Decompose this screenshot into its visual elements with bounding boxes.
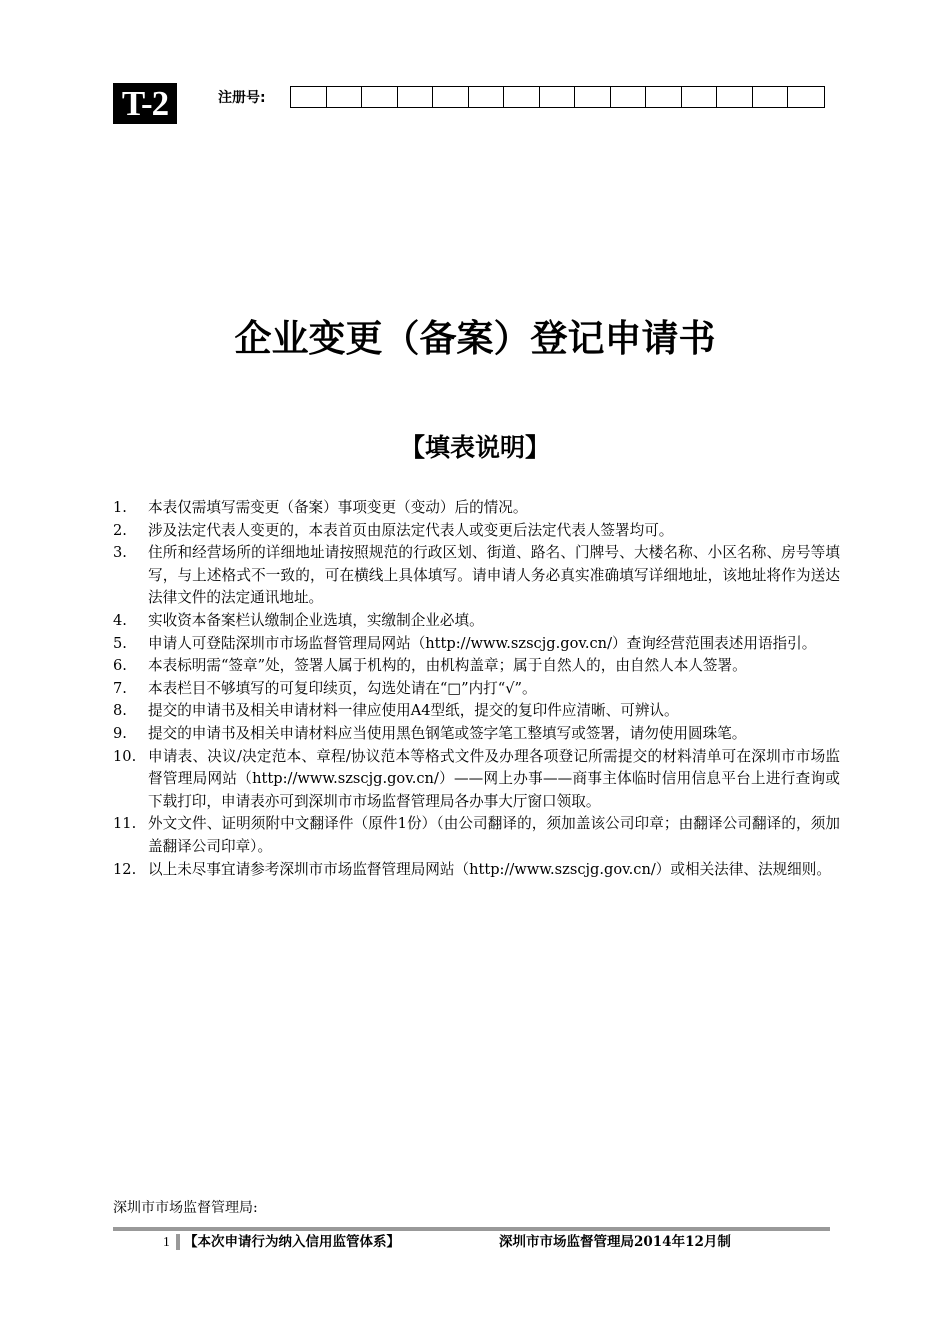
registration-digit-box[interactable] [540,87,576,107]
instruction-number: 5. [113,634,127,652]
instruction-text: 本表仅需填写需变更（备案）事项变更（变动）后的情况。 [148,499,528,516]
footer-credit-note: 【本次申请行为纳入信用监管体系】 [184,1234,400,1250]
instruction-item [113,723,840,746]
instruction-item [113,610,840,633]
registration-digit-box[interactable] [753,87,789,107]
instruction-text: 外文文件、证明须附中文翻译件（原件1份）（由公司翻译的，须加盖该公司印章；由翻译公司翻译的，须加盖翻译公司印章）。 [148,815,840,855]
instruction-text: 涉及法定代表人变更的，本表首页由原法定代表人或变更后法定代表人签署均可。 [148,521,674,539]
registration-digit-box[interactable] [398,87,434,107]
registration-digit-box[interactable] [469,87,505,107]
instruction-number: 9. [113,724,127,742]
page-title: 企业变更（备案）登记申请书 [234,316,716,360]
instructions-heading: 【填表说明】 [399,433,550,462]
instruction-item [113,678,840,701]
instruction-number: 3. [113,544,127,562]
issuing-authority: 深圳市市场监督管理局: [113,1200,258,1216]
registration-digit-box[interactable] [362,87,398,107]
instruction-number: 6. [113,657,127,675]
instruction-text: 申请表、决议/决定范本、章程/协议范本等格式文件及办理各项登记所需提交的材料清单可在深圳市市场监督管理局网站（http://www.szscjg.gov.cn/）——网上办事——商事主体临时信用信息平台上进行查询或下载打印，申请表亦可到深圳市市场监督管理局各办事大厅窗口领取。 [148,747,840,810]
instruction-text: 本表栏目不够填写的可复印续页，勾选处请在“□”内打“√”。 [148,679,537,697]
page-number-bar [176,1234,180,1250]
page-footer [113,1232,830,1252]
instruction-text: 以上未尽事宜请参考深圳市市场监督管理局网站（http://www.szscjg.gov.cn/）或相关法律、法规细则。 [148,860,831,878]
instruction-item [113,520,840,543]
instruction-item [113,542,840,610]
instruction-item [113,700,840,723]
footer-issuer: 深圳市市场监督管理局2014年12月制 [499,1234,731,1250]
instruction-number: 7. [113,679,127,697]
instructions-list [113,497,840,881]
form-code-badge: T-2 [113,83,177,124]
instruction-text: 申请人可登陆深圳市市场监督管理局网站（http://www.szscjg.gov.cn/）查询经营范围表述用语指引。 [148,634,817,652]
registration-number-label: 注册号: [218,90,266,106]
instruction-text: 提交的申请书及相关申请材料一律应使用A4型纸，提交的复印件应清晰、可辨认。 [148,702,679,720]
registration-digit-box[interactable] [291,87,327,107]
instruction-number: 2. [113,521,127,539]
registration-digit-box[interactable] [327,87,363,107]
registration-digit-box[interactable] [504,87,540,107]
instruction-number: 10. [113,747,137,765]
footer-divider [113,1227,830,1231]
registration-digit-box[interactable] [788,87,824,107]
instruction-number: 11. [113,815,137,833]
registration-digit-box[interactable] [682,87,718,107]
page-number: 1 [163,1234,170,1249]
instruction-item [113,813,840,858]
instruction-item [113,859,840,882]
instruction-item [113,746,840,814]
instruction-text: 提交的申请书及相关申请材料应当使用黑色钢笔或签字笔工整填写或签署，请勿使用圆珠笔。 [148,724,747,742]
instruction-item [113,655,840,678]
instruction-number: 1. [113,499,127,516]
registration-digit-box[interactable] [575,87,611,107]
registration-digit-box[interactable] [433,87,469,107]
instruction-text: 本表标明需“签章”处，签署人属于机构的，由机构盖章；属于自然人的，由自然人本人签署。 [148,657,747,675]
instruction-number: 8. [113,702,127,720]
instruction-item [113,633,840,656]
instruction-text: 住所和经营场所的详细地址请按照规范的行政区划、街道、路名、门牌号、大楼名称、小区名称、房号等填写，与上述格式不一致的，可在横线上具体填写。请申请人务必真实准确填写详细地址，该地址将作为送达法律文件的法定通讯地址。 [148,544,840,607]
registration-digit-box[interactable] [611,87,647,107]
instruction-number: 4. [113,611,127,629]
instruction-text: 实收资本备案栏认缴制企业选填，实缴制企业必填。 [148,611,484,629]
registration-number-boxes[interactable] [290,86,825,108]
instruction-item [113,497,840,520]
registration-digit-box[interactable] [717,87,753,107]
registration-digit-box[interactable] [646,87,682,107]
instruction-number: 12. [113,860,137,878]
